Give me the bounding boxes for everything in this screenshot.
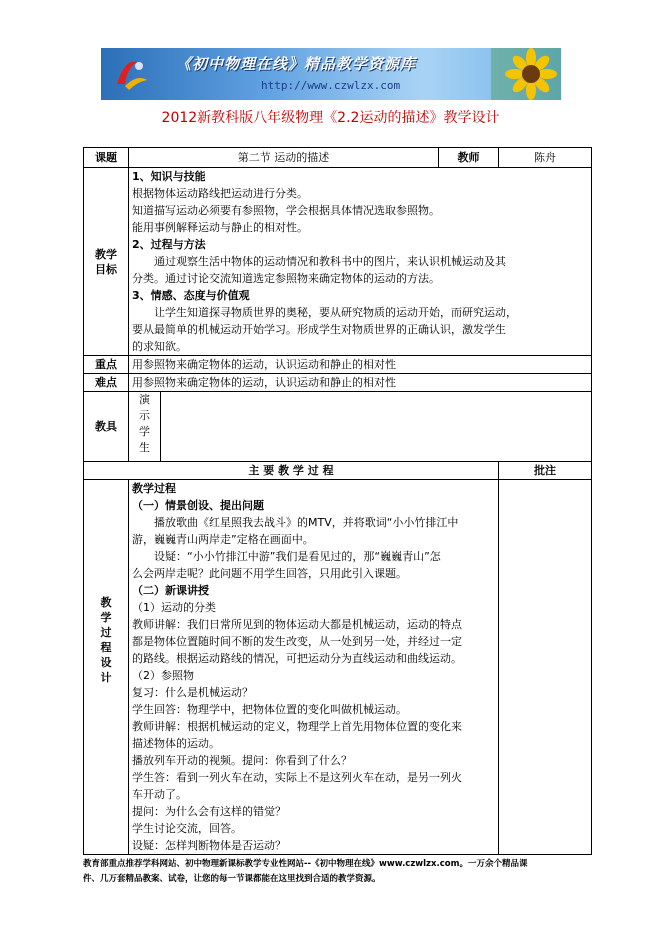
process-label: 教学过程设计 — [84, 480, 129, 855]
process-section-title: （一）情景创设、提出问题 — [132, 499, 264, 512]
banner-title: 《初中物理在线》精品教学资源库 — [176, 55, 417, 73]
sunflower-icon — [491, 48, 561, 100]
tools-content — [161, 392, 592, 462]
process-line: 游，巍巍青山两岸走”定格在画面中。 — [132, 533, 314, 546]
process-line: 复习：什么是机械运动？ — [132, 686, 253, 699]
goal-line: 知道描写运动必须要有参照物，学会根据具体情况选取参照物。 — [132, 204, 440, 217]
tools-sub-char: 示 — [139, 409, 150, 422]
process-subtitle: （1）运动的分类 — [132, 601, 216, 614]
goal-line: 分类。通过讨论交流知道选定参照物来确定物体的运动的方法。 — [132, 272, 440, 285]
difficulty-row — [84, 374, 592, 392]
notes-header: 批注 — [499, 462, 592, 480]
process-line: 的路线。根据运动路线的情况，可把运动分为直线运动和曲线运动。 — [132, 652, 462, 665]
goal-section-title: 2、过程与方法 — [132, 238, 206, 251]
tools-sub — [129, 392, 161, 462]
goal-line: 的求知欲。 — [132, 340, 187, 353]
process-row — [84, 480, 592, 855]
goal-section-title: 1、知识与技能 — [132, 170, 206, 183]
tools-label: 教具 — [84, 392, 129, 462]
process-title: 教学过程 — [132, 482, 176, 495]
process-line: 描述物体的运动。 — [132, 737, 220, 750]
tools-sub-char: 生 — [139, 441, 150, 454]
topic-label: 课题 — [84, 148, 129, 168]
process-line: 学生回答：物理学中，把物体位置的变化叫做机械运动。 — [132, 703, 407, 716]
difficulty-value: 用参照物来确定物体的运动，认识运动和静止的相对性 — [129, 374, 592, 392]
process-header-main: 主 要 教 学 过 程 — [84, 462, 499, 480]
goal-line: 能用事例解释运动与静止的相对性。 — [132, 221, 308, 234]
process-subtitle: （2）参照物 — [132, 669, 194, 682]
process-line: 播放列车开动的视频。提问：你看到了什么？ — [132, 754, 352, 767]
goal-line: 要从最简单的机械运动开始学习。形成学生对物质世界的正确认识，激发学生 — [132, 323, 506, 336]
site-logo-icon — [111, 54, 151, 94]
goals-content — [129, 168, 592, 356]
process-header-row — [84, 462, 592, 480]
banner-url[interactable]: http://www.czwlzx.com — [261, 79, 401, 92]
goal-section-title: 3、情感、态度与价值观 — [132, 289, 250, 302]
footer-line: 教育部重点推荐学科网站、初中物理新课标教学专业性网站--《初中物理在线》www.czwlzx.com。一万余个精品课 — [83, 859, 528, 869]
document-title: 2012新教科版八年级物理《2.2运动的描述》教学设计 — [161, 110, 500, 126]
process-line: 都是物体位置随时间不断的发生改变，从一处到另一处，并经过一定 — [132, 635, 462, 648]
key-point-value: 用参照物来确定物体的运动，认识运动和静止的相对性 — [129, 356, 592, 374]
process-line: 教师讲解：我们日常所见到的物体运动大都是机械运动，运动的特点 — [132, 618, 462, 631]
notes-content — [499, 480, 592, 855]
process-section-title: （二）新课讲授 — [132, 584, 209, 597]
key-point-label: 重点 — [84, 356, 129, 374]
process-line: 教师讲解：根据机械运动的定义，物理学上首先用物体位置的变化来 — [132, 720, 462, 733]
goal-line: 通过观察生活中物体的运动情况和教科书中的图片，来认识机械运动及其 — [154, 255, 506, 268]
tools-row — [84, 392, 592, 462]
goal-line: 让学生知道探寻物质世界的奥秘，要从研究物质的运动开始，而研究运动， — [154, 306, 517, 319]
process-line: 设疑：“小小竹排江中游”我们是看见过的，那“巍巍青山”怎 — [154, 550, 441, 563]
process-content — [129, 480, 499, 855]
lesson-plan-table — [83, 147, 592, 855]
process-line: 提问：为什么会有这样的错觉？ — [132, 805, 286, 818]
process-line: 么会两岸走呢？此问题不用学生回答，只用此引入课题。 — [132, 567, 407, 580]
difficulty-label: 难点 — [84, 374, 129, 392]
teacher-label: 教师 — [439, 148, 499, 168]
process-line: 设疑：怎样判断物体是否运动？ — [132, 839, 286, 852]
process-line: 播放歌曲《红星照我去战斗》的MTV，并将歌词“小小竹排江中 — [154, 516, 459, 529]
tools-sub-char: 演 — [139, 393, 150, 406]
topic-row — [84, 148, 592, 168]
teacher-value: 陈舟 — [499, 148, 592, 168]
header-banner — [101, 48, 561, 100]
topic-value: 第二节 运动的描述 — [129, 148, 439, 168]
goals-row — [84, 168, 592, 356]
process-line: 学生答：看到一列火车在动，实际上不是这列火车在动，是另一列火 — [132, 771, 462, 784]
page-footer — [83, 857, 593, 887]
process-line: 车开动了。 — [132, 788, 187, 801]
goals-label: 教学目标 — [84, 168, 129, 356]
key-point-row — [84, 356, 592, 374]
goal-line: 根据物体运动路线把运动进行分类。 — [132, 187, 308, 200]
tools-sub-char: 学 — [139, 425, 150, 438]
footer-line: 件、几万套精品教案、试卷，让您的每一节课都能在这里找到合适的教学资源。 — [83, 874, 381, 884]
process-line: 学生讨论交流，回答。 — [132, 822, 242, 835]
